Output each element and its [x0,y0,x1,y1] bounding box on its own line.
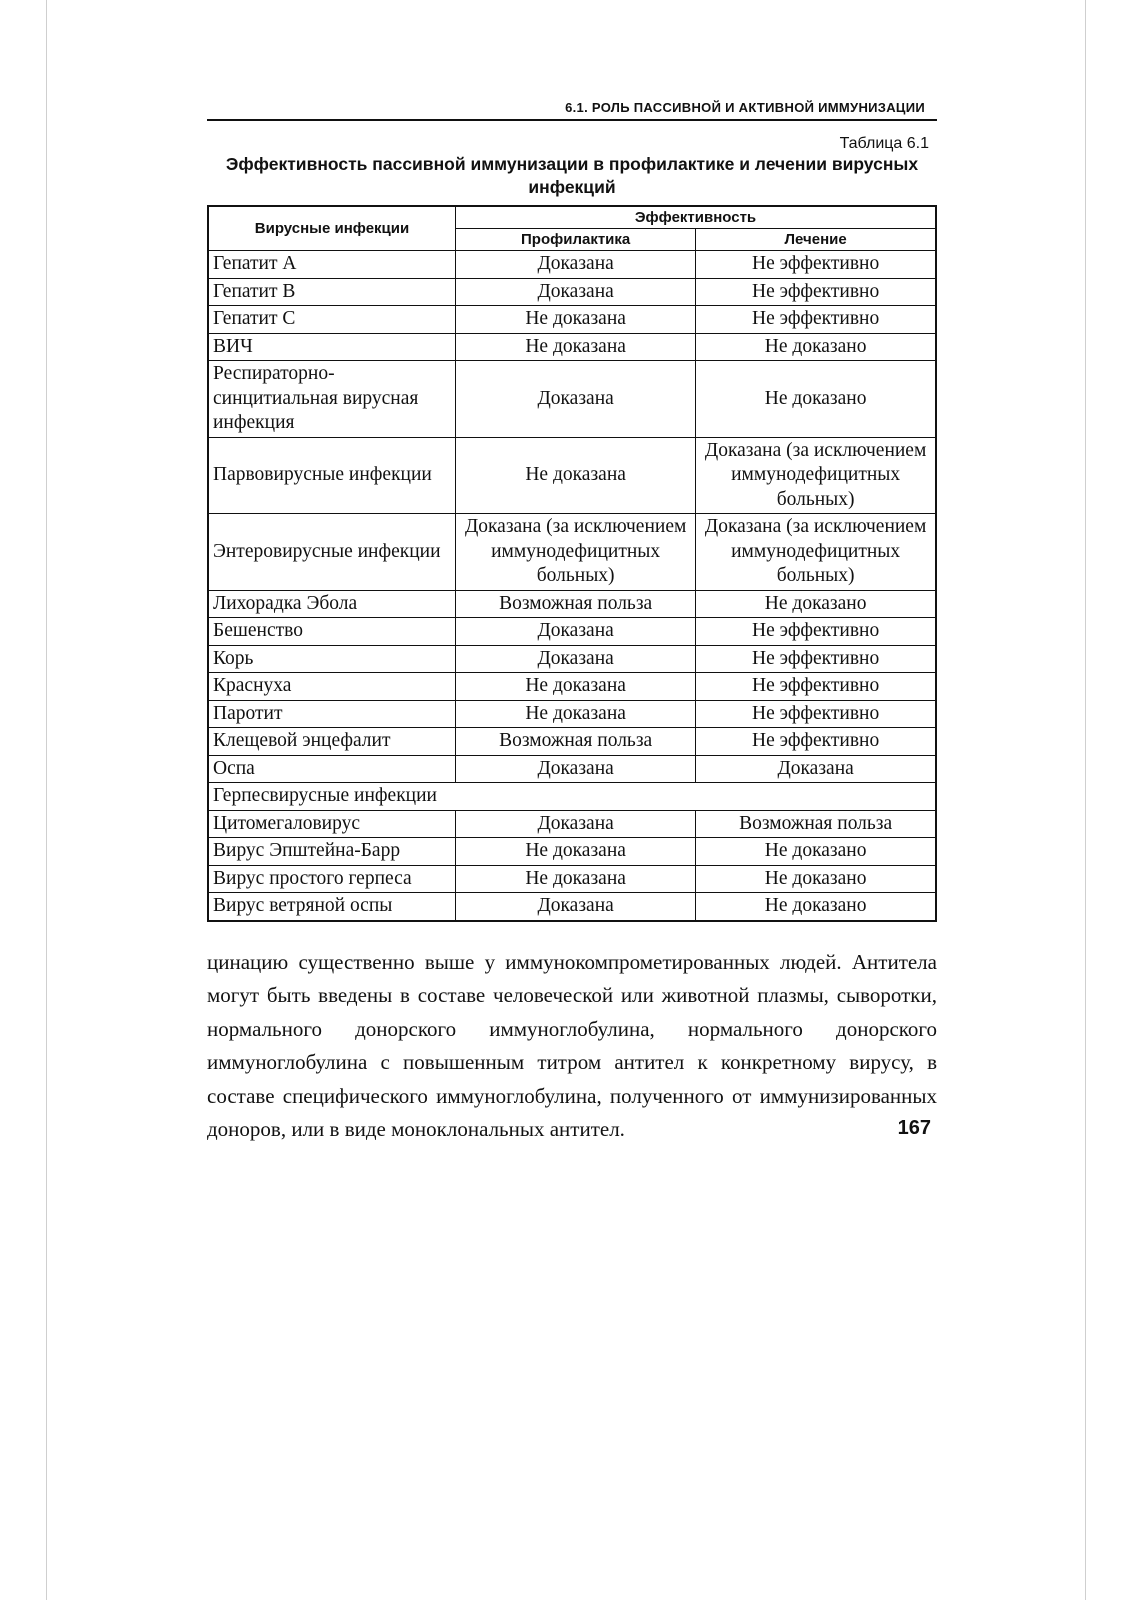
table-row [208,437,936,514]
table-row [208,838,936,866]
table-row [208,618,936,646]
table-row [208,514,936,591]
table-number: Таблица 6.1 [839,135,929,152]
treatment-cell: Не эффективно [696,728,936,756]
treatment-cell: Не эффективно [696,618,936,646]
table-row [208,810,936,838]
treatment-cell: Не эффективно [696,645,936,673]
treatment-cell: Не доказано [696,590,936,618]
table-row [208,251,936,279]
header-treatment: Лечение [696,229,936,251]
header-efficacy: Эффективность [456,206,936,229]
table-row [208,645,936,673]
treatment-cell: Не доказано [696,865,936,893]
table-row [208,673,936,701]
running-head: 6.1. РОЛЬ ПАССИВНОЙ И АКТИВНОЙ ИММУНИЗАЦИИ [565,100,925,115]
page-content [207,100,937,1140]
treatment-cell: Не доказано [696,333,936,361]
prophylaxis-cell: Не доказана [456,838,696,866]
table-body [208,251,936,921]
treatment-cell: Не эффективно [696,278,936,306]
table-row [208,755,936,783]
infection-cell: Парвовирусные инфекции [208,437,456,514]
prophylaxis-cell: Доказана [456,361,696,438]
table-row [208,590,936,618]
treatment-cell: Не доказано [696,361,936,438]
header-infections: Вирусные инфекции [208,206,456,251]
prophylaxis-cell: Доказана [456,618,696,646]
treatment-cell: Не эффективно [696,700,936,728]
infection-cell: Лихорадка Эбола [208,590,456,618]
table-title: Эффективность пассивной иммунизации в профилактике и лечении вирусных инфекций [225,154,919,197]
prophylaxis-cell: Не доказана [456,333,696,361]
table-row [208,306,936,334]
table-row [208,278,936,306]
prophylaxis-cell: Возможная польза [456,590,696,618]
infection-cell: Клещевой энцефалит [208,728,456,756]
header-rule [207,119,937,121]
treatment-cell: Не доказано [696,838,936,866]
table-header-row [208,206,936,229]
treatment-cell: Не эффективно [696,673,936,701]
infection-cell: Корь [208,645,456,673]
prophylaxis-cell: Доказана [456,251,696,279]
prophylaxis-cell: Не доказана [456,673,696,701]
prophylaxis-cell: Доказана [456,278,696,306]
table-row [208,333,936,361]
efficacy-table [207,205,937,922]
infection-cell: Гепатит В [208,278,456,306]
prophylaxis-cell: Доказана [456,893,696,921]
table-row [208,361,936,438]
page-sheet [46,0,1086,1600]
treatment-cell: Возможная польза [696,810,936,838]
treatment-cell: Доказана (за исключением иммунодефицитных больных) [696,514,936,591]
group-row [208,783,936,811]
table-row [208,893,936,921]
infection-cell: Респираторно-синцитиальная вирусная инфекция [208,361,456,438]
infection-cell: Гепатит С [208,306,456,334]
prophylaxis-cell: Не доказана [456,306,696,334]
infection-cell: Вирус ветряной оспы [208,893,456,921]
infection-cell: Паротит [208,700,456,728]
prophylaxis-cell: Не доказана [456,865,696,893]
prophylaxis-cell: Доказана [456,810,696,838]
treatment-cell: Доказана (за исключением иммунодефицитных больных) [696,437,936,514]
treatment-cell: Не доказано [696,893,936,921]
prophylaxis-cell: Доказана [456,645,696,673]
infection-cell: Бешенство [208,618,456,646]
infection-cell: ВИЧ [208,333,456,361]
prophylaxis-cell: Доказана [456,755,696,783]
body-paragraph: цинацию существенно выше у иммунокомпрометированных людей. Антитела могут быть введены в составе человеческой или животной плазмы, сыворотки, нормального донорского иммуноглобулина, нормального донорского иммуноглобулина с повышенным титром антител к конкретному вирусу, в составе специфического иммуноглобулина, полученного от иммунизированных доноров, или в виде моноклональных антител. [207,949,937,1141]
table-row [208,728,936,756]
infection-cell: Гепатит А [208,251,456,279]
treatment-cell: Не эффективно [696,306,936,334]
infection-cell: Краснуха [208,673,456,701]
page-number: 167 [897,1116,931,1139]
prophylaxis-cell: Возможная польза [456,728,696,756]
table-row [208,700,936,728]
table-row [208,865,936,893]
infection-cell: Цитомегаловирус [208,810,456,838]
infection-cell: Вирус Эпштейна-Барр [208,838,456,866]
infection-cell: Энтеровирусные инфекции [208,514,456,591]
header-prophylaxis: Профилактика [456,229,696,251]
treatment-cell: Доказана [696,755,936,783]
prophylaxis-cell: Не доказана [456,437,696,514]
treatment-cell: Не эффективно [696,251,936,279]
herpes-group-label: Герпесвирусные инфекции [208,783,936,811]
prophylaxis-cell: Не доказана [456,700,696,728]
prophylaxis-cell: Доказана (за исключением иммунодефицитных больных) [456,514,696,591]
infection-cell: Оспа [208,755,456,783]
infection-cell: Вирус простого герпеса [208,865,456,893]
